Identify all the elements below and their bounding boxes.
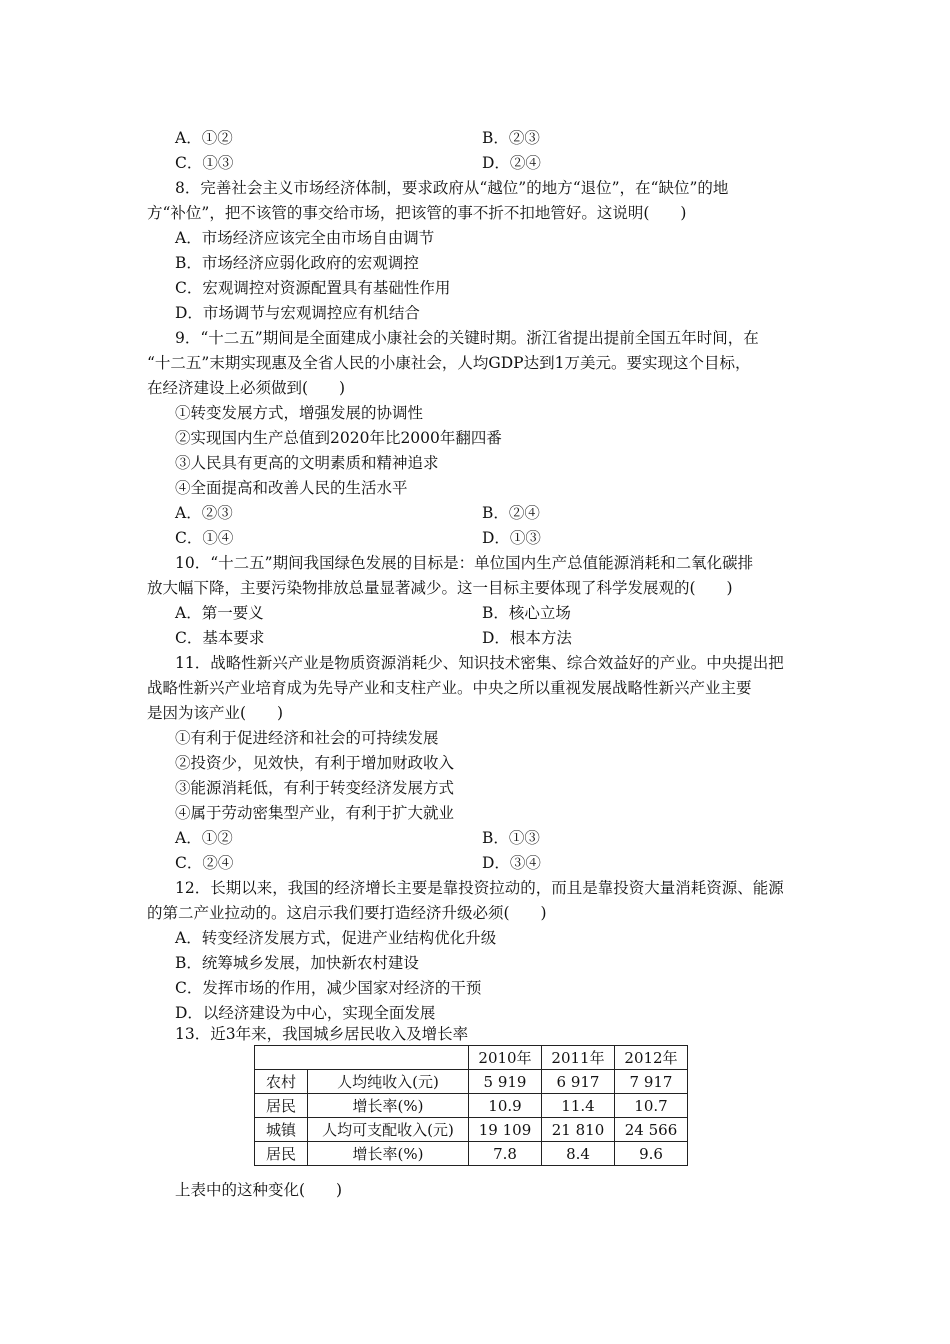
table-header-2012: 2012年 bbox=[615, 1046, 688, 1070]
q8-stem-line-1: 8．完善社会主义市场经济体制，要求政府从“越位”的地方“退位”，在“缺位”的地 bbox=[175, 179, 729, 197]
q12-option-a: A．转变经济发展方式，促进产业结构优化升级 bbox=[175, 929, 497, 947]
table-cell: 6 917 bbox=[542, 1070, 615, 1094]
table-header-2010: 2010年 bbox=[469, 1046, 542, 1070]
table-row bbox=[255, 1094, 688, 1118]
q10-option-d: D．根本方法 bbox=[482, 629, 572, 647]
table-cell: 24 566 bbox=[615, 1118, 688, 1142]
table-row bbox=[255, 1118, 688, 1142]
q7-option-a: A．①② bbox=[175, 129, 233, 147]
q11-stem-line-2: 战略性新兴产业培育成为先导产业和支柱产业。中央之所以重视发展战略性新兴产业主要 bbox=[147, 679, 752, 697]
q11-item-2: ②投资少，见效快，有利于增加财政收入 bbox=[175, 754, 455, 772]
q11-option-b: B．①③ bbox=[482, 829, 540, 847]
q10-option-b: B．核心立场 bbox=[482, 604, 571, 622]
row-group-label: 农村 bbox=[255, 1070, 308, 1094]
table-cell: 9.6 bbox=[615, 1142, 688, 1166]
row-group-label: 城镇 bbox=[255, 1118, 308, 1142]
q11-stem-line-3: 是因为该产业( ) bbox=[147, 704, 284, 722]
q9-item-2: ②实现国内生产总值到2020年比2000年翻四番 bbox=[175, 429, 502, 447]
q12-stem-line-1: 12．长期以来，我国的经济增长主要是靠投资拉动的，而且是靠投资大量消耗资源、能源 bbox=[175, 879, 784, 897]
q11-option-a: A．①② bbox=[175, 829, 233, 847]
table-cell: 5 919 bbox=[469, 1070, 542, 1094]
q8-option-b: B．市场经济应弱化政府的宏观调控 bbox=[175, 254, 419, 272]
income-table bbox=[254, 1045, 688, 1166]
row-metric-label: 人均纯收入(元) bbox=[308, 1070, 469, 1094]
row-metric-label: 人均可支配收入(元) bbox=[308, 1118, 469, 1142]
table-cell: 7 917 bbox=[615, 1070, 688, 1094]
table-header-row bbox=[255, 1046, 688, 1070]
q10-option-c: C．基本要求 bbox=[175, 629, 265, 647]
q9-item-4: ④全面提高和改善人民的生活水平 bbox=[175, 479, 408, 497]
q11-option-c: C．②④ bbox=[175, 854, 234, 872]
q7-option-c: C．①③ bbox=[175, 154, 234, 172]
q12-option-b: B．统筹城乡发展，加快新农村建设 bbox=[175, 954, 419, 972]
q9-stem-line-1: 9．“十二五”期间是全面建成小康社会的关键时期。浙江省提出提前全国五年时间，在 bbox=[175, 329, 759, 347]
q9-item-3: ③人民具有更高的文明素质和精神追求 bbox=[175, 454, 439, 472]
table-header-2011: 2011年 bbox=[542, 1046, 615, 1070]
q11-stem-line-1: 11．战略性新兴产业是物质资源消耗少、知识技术密集、综合效益好的产业。中央提出把 bbox=[175, 654, 784, 672]
q9-option-b: B．②④ bbox=[482, 504, 540, 522]
q13-stem: 13．近3年来，我国城乡居民收入及增长率 bbox=[175, 1025, 469, 1043]
table-cell: 7.8 bbox=[469, 1142, 542, 1166]
q9-stem-line-2: “十二五”末期实现惠及全省人民的小康社会，人均GDP达到1万美元。要实现这个目标， bbox=[147, 354, 751, 372]
q9-item-1: ①转变发展方式，增强发展的协调性 bbox=[175, 404, 424, 422]
row-metric-label: 增长率(%) bbox=[308, 1094, 469, 1118]
table-cell: 8.4 bbox=[542, 1142, 615, 1166]
q11-item-1: ①有利于促进经济和社会的可持续发展 bbox=[175, 729, 439, 747]
q11-item-4: ④属于劳动密集型产业，有利于扩大就业 bbox=[175, 804, 455, 822]
table-cell: 10.7 bbox=[615, 1094, 688, 1118]
q8-stem-line-2: 方“补位”，把不该管的事交给市场，把该管的事不折不扣地管好。这说明( ) bbox=[147, 204, 687, 222]
table-cell: 10.9 bbox=[469, 1094, 542, 1118]
q12-option-d: D．以经济建设为中心，实现全面发展 bbox=[175, 1004, 436, 1022]
table-cell: 19 109 bbox=[469, 1118, 542, 1142]
q10-stem-line-1: 10．“十二五”期间我国绿色发展的目标是：单位国内生产总值能源消耗和二氧化碳排 bbox=[175, 554, 754, 572]
row-group-label: 居民 bbox=[255, 1094, 308, 1118]
table-row bbox=[255, 1142, 688, 1166]
q12-stem-line-2: 的第二产业拉动的。这启示我们要打造经济升级必须( ) bbox=[147, 904, 547, 922]
table-corner-cell bbox=[255, 1046, 469, 1070]
q12-option-c: C．发挥市场的作用，减少国家对经济的干预 bbox=[175, 979, 482, 997]
q13-question: 上表中的这种变化( ) bbox=[175, 1181, 343, 1199]
q9-stem-line-3: 在经济建设上必须做到( ) bbox=[147, 379, 346, 397]
q9-option-c: C．①④ bbox=[175, 529, 234, 547]
row-metric-label: 增长率(%) bbox=[308, 1142, 469, 1166]
q7-option-b: B．②③ bbox=[482, 129, 540, 147]
q9-option-d: D．①③ bbox=[482, 529, 541, 547]
q8-option-a: A．市场经济应该完全由市场自由调节 bbox=[175, 229, 435, 247]
q9-option-a: A．②③ bbox=[175, 504, 233, 522]
q10-stem-line-2: 放大幅下降，主要污染物排放总量显著减少。这一目标主要体现了科学发展观的( ) bbox=[147, 579, 733, 597]
table-cell: 11.4 bbox=[542, 1094, 615, 1118]
row-group-label: 居民 bbox=[255, 1142, 308, 1166]
q7-option-d: D．②④ bbox=[482, 154, 541, 172]
table-row bbox=[255, 1070, 688, 1094]
q8-option-d: D．市场调节与宏观调控应有机结合 bbox=[175, 304, 420, 322]
q11-option-d: D．③④ bbox=[482, 854, 541, 872]
q11-item-3: ③能源消耗低，有利于转变经济发展方式 bbox=[175, 779, 455, 797]
table-cell: 21 810 bbox=[542, 1118, 615, 1142]
q10-option-a: A．第一要义 bbox=[175, 604, 264, 622]
q8-option-c: C．宏观调控对资源配置具有基础性作用 bbox=[175, 279, 451, 297]
